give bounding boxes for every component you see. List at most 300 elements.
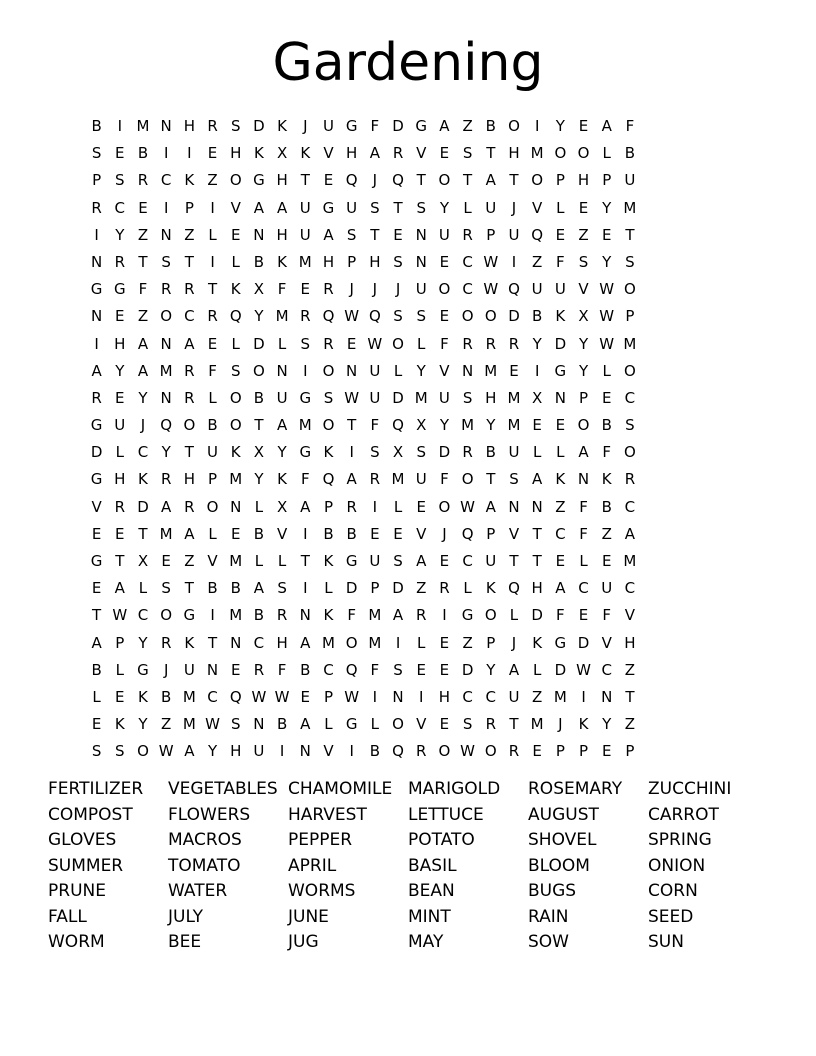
- grid-row: [85, 412, 642, 439]
- grid-letter: C: [624, 579, 636, 598]
- grid-letter: I: [534, 117, 540, 135]
- grid-letter: Y: [555, 117, 565, 135]
- grid-letter: R: [160, 633, 172, 652]
- grid-letter: E: [601, 225, 612, 244]
- grid-letter: V: [578, 280, 589, 299]
- grid-letter: M: [391, 470, 405, 489]
- grid-letter: R: [462, 443, 473, 462]
- grid-letter: K: [277, 470, 288, 489]
- grid-letter: C: [462, 252, 473, 271]
- grid-letter: V: [601, 633, 612, 652]
- grid-letter: I: [581, 687, 586, 706]
- grid-letter: T: [207, 280, 218, 299]
- grid-letter: O: [438, 497, 451, 516]
- grid-letter: E: [555, 552, 566, 570]
- grid-letter: U: [624, 171, 636, 190]
- grid-letter: T: [625, 225, 635, 244]
- word-list-item: FLOWERS: [168, 804, 251, 825]
- grid-letter: E: [91, 579, 102, 598]
- grid-letter: U: [508, 443, 520, 462]
- grid-letter: L: [393, 361, 403, 380]
- grid-letter: Y: [254, 307, 264, 326]
- grid-letter: W: [599, 334, 615, 353]
- grid-letter: R: [276, 606, 288, 625]
- grid-letter: G: [345, 552, 358, 570]
- grid-letter: L: [208, 524, 217, 543]
- grid-letter: B: [91, 117, 102, 135]
- grid-letter: Y: [602, 715, 612, 734]
- word-list-item: BLOOM: [528, 855, 590, 876]
- grid-letter: Q: [345, 171, 358, 190]
- grid-letter: C: [137, 606, 149, 625]
- grid-letter: C: [207, 687, 218, 706]
- grid-letter: U: [508, 687, 520, 706]
- grid-letter: T: [370, 225, 380, 244]
- grid-letter: J: [442, 524, 447, 543]
- grid-letter: E: [207, 334, 218, 353]
- grid-letter: Y: [486, 416, 496, 435]
- grid-letter: G: [90, 470, 103, 489]
- grid-letter: R: [207, 307, 218, 326]
- grid-letter: Q: [345, 660, 358, 679]
- grid-letter: M: [553, 687, 567, 706]
- grid-letter: Q: [392, 416, 404, 435]
- grid-row: [85, 113, 642, 140]
- grid-letter: G: [113, 280, 126, 299]
- grid-letter: H: [531, 579, 543, 598]
- grid-letter: T: [509, 715, 519, 734]
- grid-letter: H: [276, 633, 288, 652]
- grid-letter: N: [160, 225, 172, 244]
- puzzle-title: Gardening: [272, 33, 544, 93]
- grid-letter: Y: [486, 660, 496, 679]
- grid-letter: R: [346, 497, 357, 516]
- grid-letter: Y: [578, 334, 589, 353]
- grid-row: [85, 494, 642, 521]
- grid-letter: A: [532, 470, 543, 489]
- grid-letter: Q: [392, 742, 404, 761]
- word-list-item: CORN: [648, 881, 698, 901]
- grid-letter: E: [578, 606, 589, 625]
- grid-letter: X: [276, 144, 288, 163]
- grid-letter: K: [184, 171, 195, 190]
- grid-letter: L: [254, 552, 264, 570]
- grid-letter: L: [208, 388, 217, 407]
- grid-letter: Y: [602, 252, 612, 271]
- grid-letter: K: [277, 252, 288, 271]
- grid-letter: A: [253, 579, 265, 598]
- grid-letter: A: [624, 524, 636, 543]
- word-list-item: SEED: [648, 906, 694, 927]
- word-list-item: APRIL: [288, 855, 337, 876]
- grid-row: [85, 602, 642, 629]
- grid-letter: X: [253, 443, 265, 462]
- word-list-item: HARVEST: [288, 804, 367, 825]
- word-list-item: CARROT: [648, 804, 719, 825]
- grid-letter: Z: [462, 633, 473, 652]
- grid-letter: W: [344, 307, 360, 326]
- grid-letter: O: [345, 633, 358, 652]
- grid-letter: C: [485, 687, 497, 706]
- grid-letter: V: [532, 198, 543, 217]
- grid-letter: S: [230, 117, 241, 135]
- grid-letter: E: [115, 524, 125, 543]
- grid-letter: L: [370, 715, 380, 734]
- grid-letter: V: [508, 524, 520, 543]
- grid-letter: R: [207, 117, 218, 135]
- word-list-item: BEAN: [408, 881, 455, 901]
- grid-letter: E: [601, 388, 612, 407]
- grid-letter: C: [462, 687, 473, 706]
- grid-letter: U: [207, 443, 219, 462]
- word-list-item: SUN: [648, 932, 684, 952]
- grid-letter: B: [485, 443, 496, 462]
- grid-letter: E: [439, 552, 450, 570]
- grid-letter: Z: [532, 252, 543, 271]
- grid-letter: J: [558, 715, 563, 734]
- grid-letter: O: [206, 497, 219, 516]
- grid-letter: H: [276, 171, 288, 190]
- grid-letter: M: [159, 361, 173, 380]
- grid-letter: E: [300, 687, 311, 706]
- grid-letter: J: [163, 660, 169, 679]
- grid-letter: F: [347, 606, 356, 625]
- word-list-item: MINT: [408, 906, 451, 927]
- grid-letter: O: [253, 361, 265, 380]
- grid-letter: P: [323, 497, 333, 516]
- grid-letter: U: [415, 470, 427, 489]
- grid-letter: A: [137, 361, 149, 380]
- grid-letter: N: [299, 606, 311, 625]
- grid-letter: K: [323, 443, 334, 462]
- grid-letter: C: [462, 280, 473, 299]
- grid-letter: R: [160, 280, 172, 299]
- grid-letter: C: [555, 524, 566, 543]
- grid-letter: U: [253, 742, 265, 761]
- grid-letter: A: [578, 443, 589, 462]
- grid-letter: Y: [138, 633, 148, 652]
- grid-letter: S: [416, 307, 426, 326]
- grid-letter: E: [207, 144, 218, 163]
- grid-letter: G: [415, 117, 428, 135]
- grid-letter: Q: [229, 687, 242, 706]
- grid-letter: D: [508, 307, 520, 326]
- grid-letter: U: [438, 388, 450, 407]
- grid-letter: I: [372, 687, 378, 706]
- grid-letter: G: [183, 606, 196, 625]
- grid-letter: S: [393, 660, 403, 679]
- word-list-item: PRUNE: [48, 881, 106, 901]
- grid-letter: R: [323, 334, 334, 353]
- grid-letter: Y: [277, 443, 287, 462]
- grid-letter: I: [419, 687, 424, 706]
- grid-letter: N: [253, 225, 265, 244]
- grid-letter: K: [230, 443, 241, 462]
- grid-letter: M: [530, 144, 544, 163]
- grid-letter: S: [462, 715, 473, 734]
- grid-letter: S: [393, 252, 403, 271]
- grid-letter: A: [161, 497, 172, 516]
- grid-letter: F: [440, 334, 449, 353]
- grid-letter: H: [230, 742, 242, 761]
- grid-row: [85, 167, 642, 194]
- grid-letter: H: [346, 144, 358, 163]
- grid-letter: B: [323, 524, 334, 543]
- grid-letter: H: [624, 633, 636, 652]
- grid-letter: T: [184, 443, 194, 462]
- grid-letter: G: [345, 715, 358, 734]
- grid-letter: E: [532, 742, 542, 761]
- grid-letter: E: [555, 225, 566, 244]
- grid-letter: O: [438, 280, 451, 299]
- word-list-item: FERTILIZER: [48, 779, 144, 799]
- grid-letter: V: [91, 497, 102, 516]
- grid-letter: O: [438, 171, 451, 190]
- grid-letter: B: [91, 660, 102, 679]
- grid-letter: A: [485, 497, 496, 516]
- grid-letter: A: [114, 579, 125, 598]
- grid-row: [85, 140, 642, 167]
- grid-letter: S: [462, 144, 473, 163]
- grid-letter: S: [625, 416, 635, 435]
- grid-letter: T: [393, 198, 403, 217]
- grid-letter: S: [161, 252, 171, 271]
- grid-letter: C: [323, 660, 334, 679]
- grid-letter: H: [369, 252, 381, 271]
- grid-letter: Q: [508, 280, 520, 299]
- grid-letter: P: [579, 388, 589, 407]
- word-list-item: SHOVEL: [528, 830, 597, 850]
- grid-letter: V: [439, 361, 450, 380]
- grid-letter: O: [508, 117, 520, 135]
- grid-letter: R: [160, 470, 172, 489]
- grid-letter: L: [532, 443, 542, 462]
- grid-letter: C: [184, 307, 195, 326]
- grid-letter: F: [625, 117, 635, 135]
- grid-letter: T: [254, 416, 264, 435]
- grid-letter: R: [462, 225, 473, 244]
- word-list-item: BUGS: [528, 881, 577, 901]
- word-list-item: RAIN: [528, 906, 569, 927]
- grid-letter: E: [439, 252, 450, 271]
- grid-letter: P: [184, 198, 194, 217]
- grid-letter: B: [253, 606, 265, 625]
- word-list-item: JULY: [168, 906, 204, 927]
- grid-letter: S: [509, 470, 519, 489]
- grid-letter: F: [602, 443, 612, 462]
- grid-letter: K: [578, 715, 589, 734]
- grid-letter: T: [532, 552, 542, 570]
- grid-letter: R: [184, 388, 195, 407]
- grid-row: [85, 521, 642, 548]
- grid-letter: N: [508, 497, 520, 516]
- grid-letter: Z: [137, 307, 149, 326]
- grid-letter: K: [555, 470, 566, 489]
- grid-letter: Q: [322, 470, 335, 489]
- grid-letter: D: [438, 443, 451, 462]
- grid-letter: A: [416, 552, 427, 570]
- grid-letter: M: [136, 117, 150, 135]
- grid-letter: L: [115, 660, 124, 679]
- grid-letter: L: [277, 334, 287, 353]
- grid-letter: W: [112, 606, 128, 625]
- grid-letter: A: [555, 579, 566, 598]
- grid-letter: N: [230, 497, 242, 516]
- grid-letter: I: [442, 606, 447, 625]
- grid-letter: Z: [601, 524, 612, 543]
- grid-letter: P: [347, 252, 357, 271]
- grid-letter: O: [624, 443, 636, 462]
- grid-letter: J: [511, 633, 517, 652]
- grid-letter: N: [531, 497, 543, 516]
- grid-letter: R: [184, 280, 195, 299]
- grid-letter: H: [508, 144, 520, 163]
- grid-letter: S: [416, 443, 426, 462]
- grid-row: [85, 276, 642, 303]
- grid-letter: G: [461, 606, 474, 625]
- grid-letter: O: [322, 416, 335, 435]
- word-list-item: SPRING: [648, 830, 712, 850]
- grid-letter: E: [230, 660, 241, 679]
- grid-letter: D: [253, 334, 265, 353]
- grid-letter: X: [137, 552, 149, 570]
- grid-letter: W: [367, 334, 383, 353]
- grid-letter: T: [486, 144, 496, 163]
- grid-letter: Y: [439, 198, 449, 217]
- grid-letter: N: [160, 334, 172, 353]
- grid-letter: M: [182, 715, 196, 734]
- grid-letter: R: [485, 715, 496, 734]
- grid-letter: X: [532, 388, 543, 407]
- grid-letter: G: [253, 171, 265, 190]
- grid-letter: M: [229, 470, 243, 489]
- grid-row: [85, 303, 642, 330]
- grid-letter: L: [532, 660, 542, 679]
- grid-letter: T: [138, 524, 148, 543]
- grid-letter: O: [484, 606, 497, 625]
- grid-letter: E: [578, 198, 589, 217]
- grid-letter: O: [160, 606, 173, 625]
- grid-letter: T: [509, 171, 519, 190]
- grid-letter: L: [393, 497, 403, 516]
- grid-letter: Z: [624, 715, 636, 734]
- grid-row: [85, 331, 642, 358]
- grid-letter: U: [276, 388, 288, 407]
- grid-letter: Y: [138, 388, 148, 407]
- word-list-item: BASIL: [408, 855, 457, 876]
- word-list-item: JUG: [288, 932, 319, 952]
- grid-letter: A: [91, 361, 102, 380]
- word-list-item: SUMMER: [48, 855, 124, 876]
- grid-letter: L: [579, 552, 588, 570]
- grid-letter: U: [438, 225, 450, 244]
- grid-letter: M: [298, 416, 312, 435]
- grid-letter: O: [554, 144, 567, 163]
- grid-letter: I: [210, 198, 215, 217]
- grid-letter: C: [578, 579, 589, 598]
- grid-letter: I: [303, 361, 308, 380]
- grid-letter: Y: [578, 361, 589, 380]
- grid-letter: R: [369, 470, 381, 489]
- grid-letter: T: [115, 552, 125, 570]
- grid-letter: N: [461, 361, 474, 380]
- grid-letter: I: [94, 225, 99, 244]
- grid-letter: P: [602, 171, 612, 190]
- grid-letter: I: [511, 252, 517, 271]
- grid-letter: E: [578, 117, 589, 135]
- grid-letter: S: [625, 252, 635, 271]
- grid-letter: L: [463, 579, 472, 598]
- grid-letter: W: [599, 307, 615, 326]
- grid-letter: N: [253, 715, 265, 734]
- word-list: [48, 777, 768, 956]
- grid-letter: X: [416, 416, 427, 435]
- grid-letter: V: [276, 524, 288, 543]
- grid-letter: L: [231, 334, 240, 353]
- grid-letter: W: [599, 280, 615, 299]
- grid-letter: N: [90, 252, 103, 271]
- grid-letter: A: [300, 497, 311, 516]
- grid-letter: T: [625, 687, 635, 706]
- grid-letter: R: [114, 497, 125, 516]
- grid-letter: K: [253, 144, 264, 163]
- grid-letter: Y: [115, 225, 125, 244]
- grid-letter: L: [208, 225, 217, 244]
- grid-letter: B: [624, 144, 636, 163]
- grid-letter: W: [205, 715, 220, 734]
- grid-row: [85, 249, 642, 276]
- grid-letter: W: [344, 687, 360, 706]
- grid-letter: M: [368, 606, 382, 625]
- grid-letter: O: [229, 171, 242, 190]
- grid-letter: J: [511, 198, 517, 217]
- word-list-item: SOW: [528, 932, 569, 952]
- grid-letter: C: [462, 552, 473, 570]
- grid-letter: B: [230, 579, 241, 598]
- grid-letter: K: [184, 633, 195, 652]
- grid-letter: E: [91, 715, 102, 734]
- grid-letter: D: [392, 388, 404, 407]
- grid-letter: I: [163, 144, 169, 163]
- grid-letter: R: [624, 470, 636, 489]
- grid-letter: T: [463, 171, 473, 190]
- grid-letter: S: [230, 361, 241, 380]
- grid-letter: G: [322, 198, 335, 217]
- grid-letter: B: [300, 660, 311, 679]
- grid-letter: Q: [392, 171, 404, 190]
- grid-letter: Q: [508, 579, 520, 598]
- grid-letter: E: [393, 225, 403, 244]
- grid-letter: R: [253, 660, 265, 679]
- grid-letter: T: [184, 252, 194, 271]
- grid-letter: Z: [161, 715, 172, 734]
- grid-letter: K: [138, 687, 148, 706]
- grid-letter: F: [556, 606, 565, 625]
- grid-letter: S: [115, 171, 125, 190]
- grid-letter: O: [229, 388, 242, 407]
- grid-letter: A: [137, 334, 149, 353]
- grid-letter: O: [624, 280, 636, 299]
- grid-letter: O: [137, 742, 149, 761]
- word-list-item: BEE: [168, 932, 202, 952]
- grid-letter: B: [253, 252, 265, 271]
- grid-letter: L: [138, 579, 148, 598]
- grid-letter: K: [601, 470, 612, 489]
- grid-row: [85, 358, 642, 385]
- grid-letter: S: [91, 742, 102, 761]
- grid-letter: E: [138, 198, 148, 217]
- grid-letter: R: [300, 307, 311, 326]
